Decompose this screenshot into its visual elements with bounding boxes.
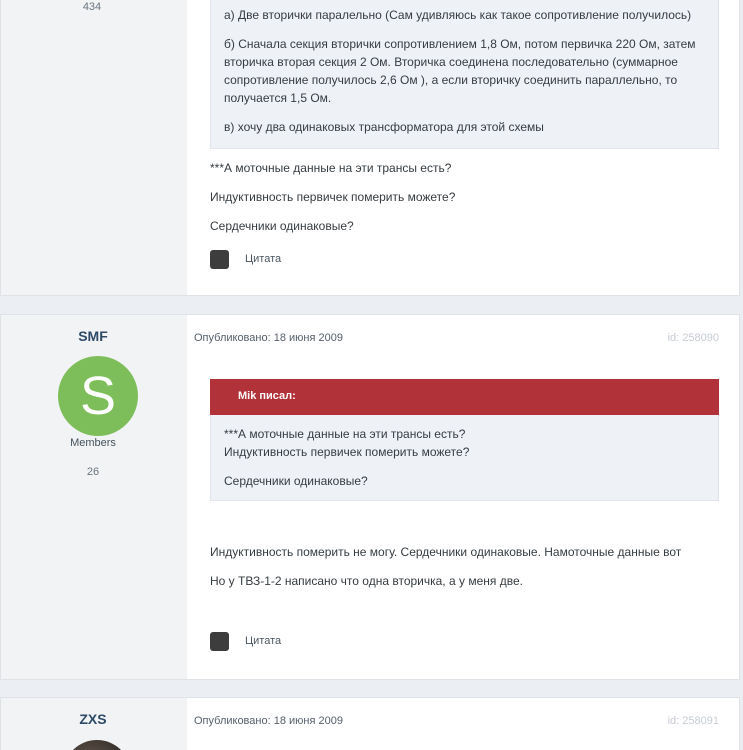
quote-button[interactable]: Цитата xyxy=(245,635,282,647)
quote-header[interactable]: Mik писал: xyxy=(210,379,719,415)
post-content xyxy=(187,0,739,295)
post-paragraph: Сердечники одинаковые? xyxy=(210,219,354,233)
post-author-panel xyxy=(1,698,187,750)
quote-block xyxy=(210,415,719,501)
quote-line: б) Сначала секция вторички сопротивлением 1,8 Ом, потом первичка 220 Ом, затем xyxy=(224,37,696,51)
quote-line: сопротивление получилось 2,6 Ом ), а если вторичку соединить параллельно, то xyxy=(224,73,678,87)
post-id[interactable]: id: 258090 xyxy=(667,332,719,344)
post-author-panel xyxy=(1,315,187,679)
post-date[interactable]: Опубликовано: 18 июня 2009 xyxy=(194,332,343,344)
post-id[interactable]: id: 258091 xyxy=(667,715,719,727)
author-post-count: 26 xyxy=(86,466,100,478)
quote-line: получается 1,5 Ом. xyxy=(224,91,332,105)
forum-post xyxy=(0,697,740,750)
quote-line: а) Две вторички паралельно (Сам удивляюсь как такое сопротивление получилось) xyxy=(224,8,692,22)
post-author-panel xyxy=(1,0,187,295)
post-paragraph: Индуктивность померить не могу. Сердечники одинаковые. Намоточные данные вот xyxy=(210,545,682,559)
quote-button[interactable]: Цитата xyxy=(245,253,282,265)
post-content xyxy=(187,698,739,750)
author-role: Members xyxy=(70,437,116,449)
quote-line: вторичка вторая секция 2 Ом. Вторичка соединена последовательно (суммарное xyxy=(224,55,678,69)
quote-block xyxy=(210,0,719,149)
author-name[interactable]: ZXS xyxy=(79,711,107,727)
post-paragraph: ***А моточные данные на эти трансы есть? xyxy=(210,161,452,175)
author-name[interactable]: SMF xyxy=(78,328,108,344)
reaction-button[interactable] xyxy=(210,250,229,269)
author-post-count: 434 xyxy=(82,1,102,13)
post-paragraph: Индуктивность первичек померить можете? xyxy=(210,190,456,204)
post-date[interactable]: Опубликовано: 18 июня 2009 xyxy=(194,715,343,727)
quote-line: в) хочу два одинаковых трансформатора для этой схемы xyxy=(224,120,544,134)
forum-post xyxy=(0,314,740,680)
quote-line: Индуктивность первичек померить можете? xyxy=(224,445,470,459)
post-paragraph: Но у ТВЗ-1-2 написано что одна вторичка, а у меня две. xyxy=(210,574,523,588)
quote-line: ***А моточные данные на эти трансы есть? xyxy=(224,427,466,441)
avatar[interactable]: S xyxy=(58,356,138,436)
forum-post xyxy=(0,0,740,296)
avatar[interactable] xyxy=(63,740,131,750)
reaction-button[interactable] xyxy=(210,632,229,651)
quote-line: Сердечники одинаковые? xyxy=(224,474,368,488)
post-content xyxy=(187,315,739,679)
